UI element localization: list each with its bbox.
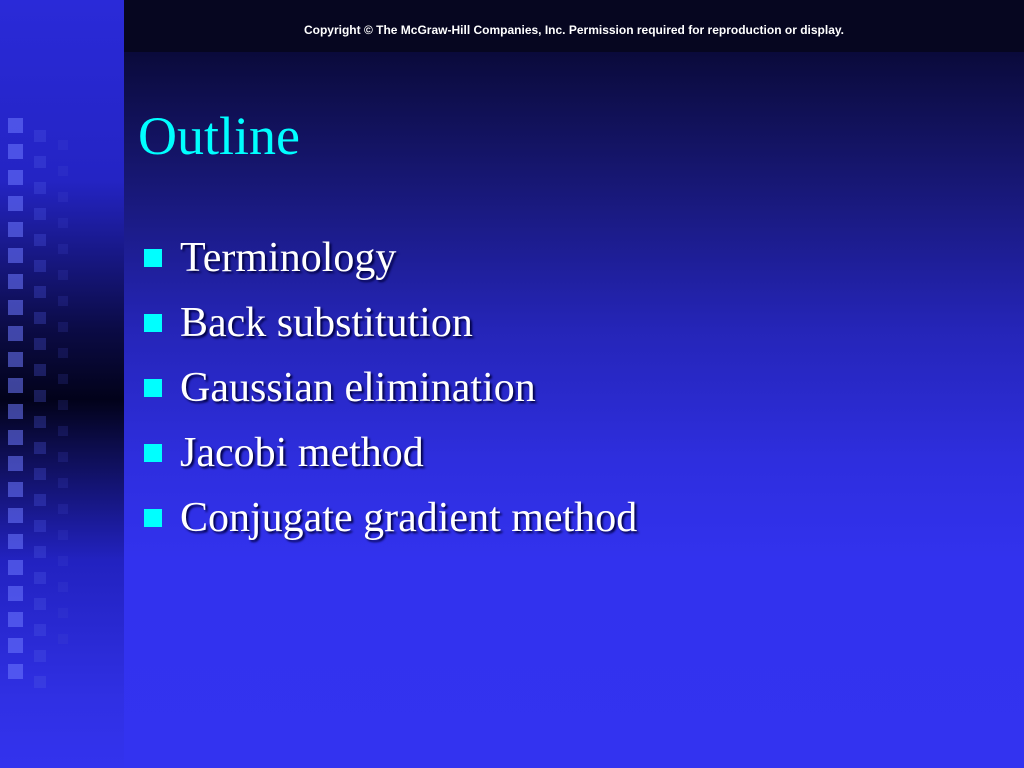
square-bullet-icon xyxy=(144,249,162,267)
bullet-text: Back substitution xyxy=(180,299,473,346)
decorative-square xyxy=(58,192,68,202)
decorative-square xyxy=(34,390,46,402)
square-bullet-icon xyxy=(144,379,162,397)
decorative-left-strip xyxy=(0,0,124,768)
decorative-square xyxy=(58,530,68,540)
decorative-square xyxy=(58,634,68,644)
decorative-square xyxy=(8,560,23,575)
decorative-square xyxy=(58,348,68,358)
decorative-square xyxy=(8,638,23,653)
decorative-square xyxy=(34,312,46,324)
decorative-square xyxy=(34,286,46,298)
decorative-square xyxy=(34,546,46,558)
decorative-square xyxy=(8,222,23,237)
bullet-item xyxy=(144,225,637,290)
decorative-square xyxy=(34,208,46,220)
decorative-square xyxy=(8,326,23,341)
decorative-square xyxy=(8,586,23,601)
bullet-item xyxy=(144,355,637,420)
decorative-square xyxy=(8,456,23,471)
square-bullet-icon xyxy=(144,509,162,527)
decorative-squares-column xyxy=(34,130,52,702)
decorative-square xyxy=(34,442,46,454)
decorative-square xyxy=(8,300,23,315)
decorative-square xyxy=(58,478,68,488)
decorative-square xyxy=(8,430,23,445)
decorative-square xyxy=(34,416,46,428)
bullet-item xyxy=(144,420,637,485)
decorative-square xyxy=(34,234,46,246)
decorative-square xyxy=(8,196,23,211)
slide-title: Outline xyxy=(138,106,300,166)
decorative-square xyxy=(8,404,23,419)
decorative-square xyxy=(8,378,23,393)
decorative-square xyxy=(34,520,46,532)
decorative-square xyxy=(8,170,23,185)
decorative-square xyxy=(58,504,68,514)
bullet-item xyxy=(144,485,637,550)
bullet-text: Jacobi method xyxy=(180,429,424,476)
decorative-square xyxy=(58,322,68,332)
decorative-square xyxy=(34,364,46,376)
decorative-square xyxy=(8,352,23,367)
bullet-text: Gaussian elimination xyxy=(180,364,536,411)
decorative-square xyxy=(58,140,68,150)
decorative-square xyxy=(58,244,68,254)
bullet-text: Terminology xyxy=(180,234,397,281)
decorative-square xyxy=(34,130,46,142)
decorative-square xyxy=(58,374,68,384)
decorative-square xyxy=(58,582,68,592)
decorative-square xyxy=(34,182,46,194)
decorative-square xyxy=(8,508,23,523)
decorative-square xyxy=(34,468,46,480)
decorative-square xyxy=(34,156,46,168)
decorative-squares-column xyxy=(8,118,26,690)
decorative-square xyxy=(58,608,68,618)
decorative-square xyxy=(58,426,68,436)
decorative-square xyxy=(34,624,46,636)
decorative-square xyxy=(8,534,23,549)
copyright-notice: Copyright © The McGraw-Hill Companies, Inc. Permission required for reproduction or display. xyxy=(124,0,1024,52)
decorative-square xyxy=(34,260,46,272)
decorative-square xyxy=(8,482,23,497)
decorative-square xyxy=(34,494,46,506)
decorative-square xyxy=(8,664,23,679)
bullet-text: Conjugate gradient method xyxy=(180,494,638,541)
decorative-square xyxy=(34,598,46,610)
square-bullet-icon xyxy=(144,314,162,332)
decorative-squares-column xyxy=(58,140,76,660)
bullet-item xyxy=(144,290,637,355)
decorative-square xyxy=(58,270,68,280)
decorative-square xyxy=(58,400,68,410)
square-bullet-icon xyxy=(144,444,162,462)
decorative-square xyxy=(58,452,68,462)
decorative-square xyxy=(34,650,46,662)
decorative-square xyxy=(58,218,68,228)
decorative-square xyxy=(8,144,23,159)
decorative-square xyxy=(34,338,46,350)
decorative-square xyxy=(34,572,46,584)
decorative-square xyxy=(58,296,68,306)
decorative-square xyxy=(34,676,46,688)
decorative-square xyxy=(58,166,68,176)
decorative-square xyxy=(8,118,23,133)
bullet-list xyxy=(144,225,637,550)
decorative-square xyxy=(8,274,23,289)
decorative-square xyxy=(58,556,68,566)
decorative-square xyxy=(8,248,23,263)
decorative-square xyxy=(8,612,23,627)
